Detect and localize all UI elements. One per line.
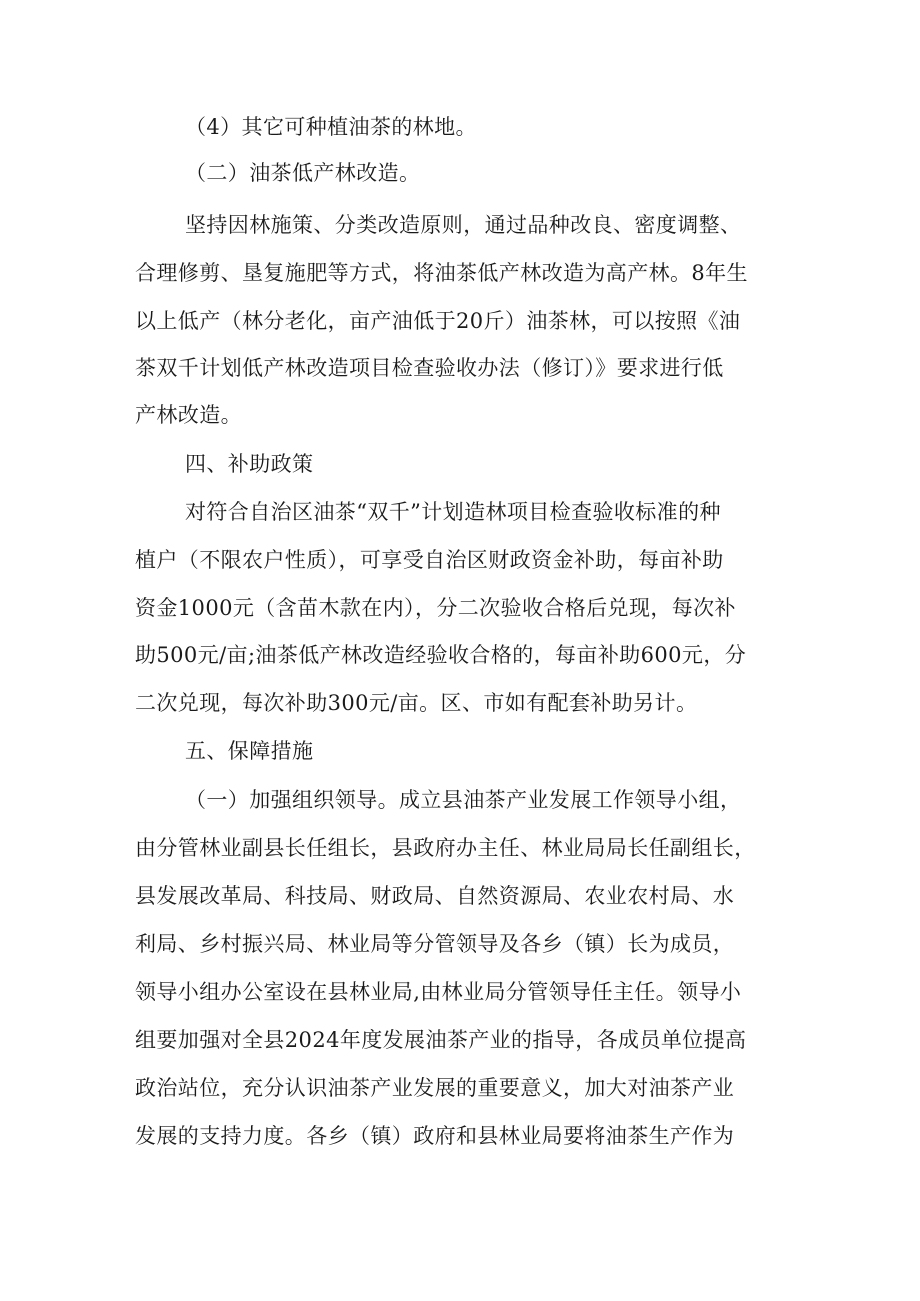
paragraph-line: 二次兑现，每次补助300元/亩。区、市如有配套补助另计。 bbox=[135, 691, 698, 715]
paragraph-line: 由分管林业副县长任组长，县政府办主任、林业局局长任副组长， bbox=[135, 836, 756, 860]
section-heading-safeguard-measures: 五、保障措施 bbox=[185, 739, 314, 763]
paragraph-item-4: （4）其它可种植油茶的林地。 bbox=[185, 115, 477, 139]
paragraph-line: 政治站位，充分认识油茶产业发展的重要意义，加大对油茶产业 bbox=[135, 1076, 735, 1100]
paragraph-line: 对符合自治区油茶“双千”计划造林项目检查验收标准的种 bbox=[185, 500, 721, 524]
paragraph-line: 助500元/亩;油茶低产林改造经验收合格的，每亩补助600元，分 bbox=[135, 643, 747, 667]
section-heading-low-yield-renovation: （二）油茶低产林改造。 bbox=[185, 161, 421, 185]
paragraph-line: 茶双千计划低产林改造项目检查验收办法（修订）》要求进行低 bbox=[135, 356, 724, 380]
paragraph-line: 资金1000元（含苗木款在内），分二次验收合格后兑现，每次补 bbox=[135, 596, 736, 620]
paragraph-line: 坚持因林施策、分类改造原则，通过品种改良、密度调整、 bbox=[185, 213, 742, 237]
paragraph-line: 利局、乡村振兴局、林业局等分管领导及各乡（镇）长为成员， bbox=[135, 932, 735, 956]
paragraph-line: 合理修剪、垦复施肥等方式，将油茶低产林改造为高产林。8年生 bbox=[135, 261, 748, 285]
paragraph-line: （一）加强组织领导。成立县油茶产业发展工作领导小组， bbox=[185, 788, 742, 812]
paragraph-line: 领导小组办公室设在县林业局,由林业局分管领导任主任。领导小 bbox=[135, 980, 742, 1004]
paragraph-line: 县发展改革局、科技局、财政局、自然资源局、农业农村局、水 bbox=[135, 884, 735, 908]
paragraph-line: 产林改造。 bbox=[135, 403, 242, 427]
paragraph-line: 组要加强对全县2024年度发展油茶产业的指导，各成员单位提高 bbox=[135, 1028, 747, 1052]
paragraph-line: 以上低产（林分老化，亩产油低于20斤）油茶林，可以按照《油 bbox=[135, 309, 741, 333]
paragraph-line: 发展的支持力度。各乡（镇）政府和县林业局要将油茶生产作为 bbox=[135, 1124, 735, 1148]
paragraph-line: 植户（不限农户性质），可享受自治区财政资金补助，每亩补助 bbox=[135, 548, 724, 572]
section-heading-subsidy-policy: 四、补助政策 bbox=[185, 452, 314, 476]
